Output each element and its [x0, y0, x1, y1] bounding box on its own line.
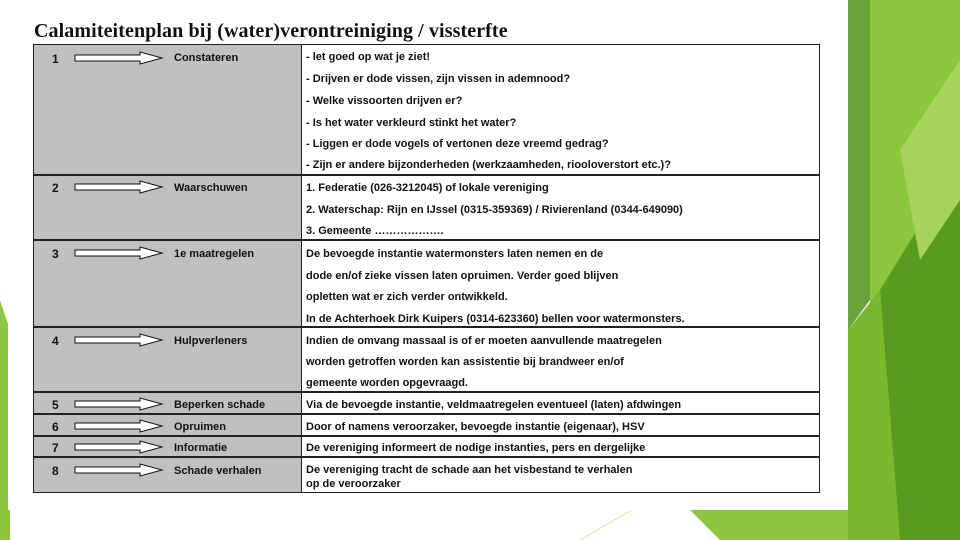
- row-text: 3. Gemeente ……………….: [306, 225, 444, 237]
- row-text: - Liggen er dode vogels of vertonen deze vreemd gedrag?: [306, 138, 609, 150]
- arrow-right-icon: [74, 419, 164, 433]
- row-text: Via de bevoegde instantie, veldmaatregelen eventueel (laten) afdwingen: [306, 399, 682, 411]
- row-separator: [34, 174, 819, 176]
- row-number: 8: [52, 464, 59, 478]
- calamity-table: [33, 44, 820, 493]
- arrow-right-icon: [74, 51, 164, 65]
- row-text: - Drijven er dode vissen, zijn vissen in ademnood?: [306, 73, 571, 85]
- row-text: De vereniging informeert de nodige instanties, pers en dergelijke: [306, 442, 646, 454]
- arrow-right-icon: [74, 440, 164, 454]
- arrow-right-icon: [74, 333, 164, 347]
- step-label: Opruimen: [174, 421, 226, 433]
- row-text: - let goed op wat je ziet!: [306, 51, 431, 63]
- row-separator: [34, 326, 819, 328]
- row-text: - Is het water verkleurd stinkt het water?: [306, 117, 517, 129]
- step-label: 1e maatregelen: [174, 248, 255, 260]
- row-text: opletten wat er zich verder ontwikkeld.: [306, 291, 508, 303]
- row-number: 5: [52, 398, 59, 412]
- row-text: 1. Federatie (026-3212045) of lokale vereniging: [306, 182, 549, 194]
- row-text: De vereniging tracht de schade aan het visbestand te verhalen: [306, 464, 633, 476]
- row-text: De bevoegde instantie watermonsters laten nemen en de: [306, 248, 604, 260]
- step-label: Beperken schade: [174, 399, 266, 411]
- page-title: Calamiteitenplan bij (water)verontreiniging / vissterfte: [34, 20, 508, 42]
- row-text: op de veroorzaker: [306, 478, 401, 490]
- step-label: Waarschuwen: [174, 182, 248, 194]
- row-text: 2. Waterschap: Rijn en IJssel (0315-359369) / Rivierenland (0344-649090): [306, 204, 683, 216]
- row-text: worden getroffen worden kan assistentie bij brandweer en/of: [306, 356, 624, 368]
- row-separator: [34, 239, 819, 241]
- row-text: dode en/of zieke vissen laten opruimen. Verder goed blijven: [306, 270, 619, 282]
- row-separator: [34, 413, 819, 415]
- step-label: Hulpverleners: [174, 335, 248, 347]
- row-number: 7: [52, 441, 59, 455]
- row-number: 2: [52, 181, 59, 195]
- row-separator: [34, 391, 819, 393]
- row-separator: [34, 435, 819, 437]
- arrow-right-icon: [74, 463, 164, 477]
- arrow-right-icon: [74, 397, 164, 411]
- row-text: Door of namens veroorzaker, bevoegde instantie (eigenaar), HSV: [306, 421, 645, 433]
- step-label: Schade verhalen: [174, 465, 262, 477]
- row-text: gemeente worden opgevraagd.: [306, 377, 468, 389]
- row-number: 3: [52, 247, 59, 261]
- step-label: Informatie: [174, 442, 228, 454]
- row-number: 4: [52, 334, 59, 348]
- step-label: Constateren: [174, 52, 239, 64]
- arrow-right-icon: [74, 180, 164, 194]
- row-text: In de Achterhoek Dirk Kuipers (0314-623360) bellen voor watermonsters.: [306, 313, 685, 325]
- row-number: 6: [52, 420, 59, 434]
- row-text: Indien de omvang massaal is of er moeten aanvullende maatregelen: [306, 335, 662, 347]
- row-text: - Welke vissoorten drijven er?: [306, 95, 463, 107]
- row-number: 1: [52, 52, 59, 66]
- arrow-right-icon: [74, 246, 164, 260]
- row-text: - Zijn er andere bijzonderheden (werkzaamheden, riooloverstort etc.)?: [306, 159, 671, 171]
- row-separator: [34, 456, 819, 458]
